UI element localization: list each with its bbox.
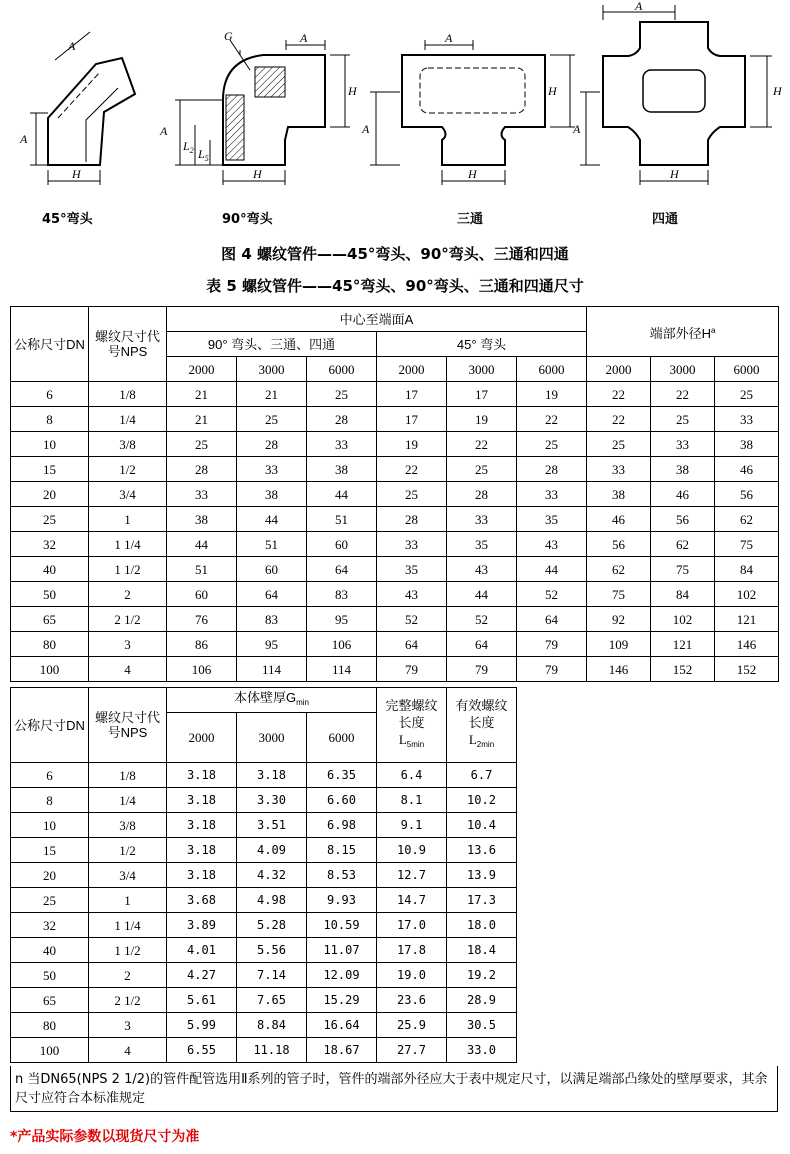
value-cell: 13.6 (447, 838, 517, 863)
value-cell: 4.32 (237, 863, 307, 888)
nps-cell: 1 (89, 888, 167, 913)
value-cell: 10.4 (447, 813, 517, 838)
value-cell: 33 (307, 432, 377, 457)
value-cell: 17 (377, 407, 447, 432)
wall-thickness-rows (11, 763, 517, 1063)
value-cell: 35 (447, 532, 517, 557)
value-cell: 12.09 (307, 963, 377, 988)
header-90-elbow-tee-cross: 90° 弯头、三通、四通 (167, 332, 377, 357)
dn-cell: 32 (11, 913, 89, 938)
table-row (11, 507, 779, 532)
value-cell: 121 (715, 607, 779, 632)
value-cell: 62 (587, 557, 651, 582)
table-caption: 表 5 螺纹管件——45°弯头、90°弯头、三通和四通尺寸 (206, 277, 584, 295)
value-cell: 43 (377, 582, 447, 607)
value-cell: 19 (517, 382, 587, 407)
nps-cell: 2 (89, 963, 167, 988)
value-cell: 23.6 (377, 988, 447, 1013)
nps-cell: 3/8 (89, 813, 167, 838)
value-cell: 18.67 (307, 1038, 377, 1063)
nps-cell: 1 (89, 507, 167, 532)
table-row (11, 407, 779, 432)
value-cell: 10.9 (377, 838, 447, 863)
table-row (11, 582, 779, 607)
value-cell: 46 (587, 507, 651, 532)
value-cell: 79 (517, 632, 587, 657)
value-cell: 28 (447, 482, 517, 507)
elbow-90-drawing (175, 40, 350, 185)
stock-disclaimer: *产品实际参数以现货尺寸为准 (10, 1129, 200, 1145)
value-cell: 46 (715, 457, 779, 482)
dn-cell: 15 (11, 457, 89, 482)
value-cell: 79 (377, 657, 447, 682)
class-cell: 2000 (167, 357, 237, 382)
value-cell: 114 (237, 657, 307, 682)
value-cell: 64 (447, 632, 517, 657)
value-cell: 33 (715, 407, 779, 432)
table-row (11, 657, 779, 682)
value-cell: 33.0 (447, 1038, 517, 1063)
nps-cell: 3/4 (89, 482, 167, 507)
table-row (11, 382, 779, 407)
header-wall-thickness: 本体壁厚$G_{min}$ (167, 688, 377, 713)
value-cell: 114 (307, 657, 377, 682)
value-cell: 7.14 (237, 963, 307, 988)
dn-cell: 32 (11, 532, 89, 557)
nps-cell: 1/2 (89, 838, 167, 863)
value-cell: 3.18 (167, 838, 237, 863)
dn-cell: 80 (11, 632, 89, 657)
value-cell: 44 (237, 507, 307, 532)
dn-cell: 50 (11, 582, 89, 607)
dn-cell: 65 (11, 607, 89, 632)
table-row (11, 913, 517, 938)
value-cell: 6.35 (307, 763, 377, 788)
dim-a-45: A (68, 39, 76, 53)
nps-cell: 3/8 (89, 432, 167, 457)
value-cell: 17.3 (447, 888, 517, 913)
value-cell: 146 (715, 632, 779, 657)
table-row (11, 632, 779, 657)
table-row (11, 963, 517, 988)
value-cell: 56 (715, 482, 779, 507)
value-cell: 51 (307, 507, 377, 532)
value-cell: 11.07 (307, 938, 377, 963)
value-cell: 21 (237, 382, 307, 407)
class-cell: 6000 (307, 357, 377, 382)
table-footnote: n 当DN65(NPS 2 1/2)的管件配管选用Ⅱ系列的管子时，管件的端部外径应大于表中规定尺寸，以满足端部凸缘处的壁厚要求，其余尺寸应符合本标准规定 (10, 1066, 778, 1112)
value-cell: 62 (651, 532, 715, 557)
nps-cell: 2 1/2 (89, 988, 167, 1013)
value-cell: 16.64 (307, 1013, 377, 1038)
value-cell: 44 (447, 582, 517, 607)
table-row (11, 1038, 517, 1063)
value-cell: 33 (651, 432, 715, 457)
value-cell: 75 (715, 532, 779, 557)
dim-a-45-side: A (20, 132, 28, 146)
value-cell: 6.7 (447, 763, 517, 788)
dn-cell: 10 (11, 813, 89, 838)
value-cell: 64 (307, 557, 377, 582)
class-cell: 2000 (377, 357, 447, 382)
table-row (11, 432, 779, 457)
value-cell: 44 (167, 532, 237, 557)
dim-h-cross: H (670, 167, 679, 181)
value-cell: 4.09 (237, 838, 307, 863)
label-elbow-45: 45°弯头 (42, 212, 93, 227)
value-cell: 18.0 (447, 913, 517, 938)
dn-cell: 6 (11, 763, 89, 788)
nps-cell: 1/2 (89, 457, 167, 482)
value-cell: 25 (587, 432, 651, 457)
value-cell: 4.27 (167, 963, 237, 988)
value-cell: 44 (517, 557, 587, 582)
value-cell: 17.0 (377, 913, 447, 938)
value-cell: 12.7 (377, 863, 447, 888)
value-cell: 8.84 (237, 1013, 307, 1038)
nps-cell: 1 1/2 (89, 557, 167, 582)
header-nps: 螺纹尺寸代号NPS (89, 307, 167, 382)
value-cell: 62 (715, 507, 779, 532)
table-row (11, 1013, 517, 1038)
value-cell: 3.18 (237, 763, 307, 788)
dim-h-90: H (253, 167, 262, 181)
header-nps-2: 螺纹尺寸代号NPS (89, 688, 167, 763)
dn-cell: 8 (11, 407, 89, 432)
fittings-drawings (0, 0, 790, 240)
nps-cell: 1 1/4 (89, 532, 167, 557)
nps-cell: 2 (89, 582, 167, 607)
nps-cell: 4 (89, 657, 167, 682)
dim-h-cross-side: H (773, 84, 782, 98)
value-cell: 86 (167, 632, 237, 657)
value-cell: 9.1 (377, 813, 447, 838)
value-cell: 3.30 (237, 788, 307, 813)
value-cell: 83 (237, 607, 307, 632)
value-cell: 28.9 (447, 988, 517, 1013)
table-row (11, 988, 517, 1013)
wall-thickness-table (10, 687, 517, 1063)
value-cell: 3.18 (167, 763, 237, 788)
value-cell: 22 (447, 432, 517, 457)
dim-h-45: H (72, 167, 81, 181)
value-cell: 3.68 (167, 888, 237, 913)
value-cell: 33 (447, 507, 517, 532)
value-cell: 5.28 (237, 913, 307, 938)
value-cell: 10.2 (447, 788, 517, 813)
value-cell: 13.9 (447, 863, 517, 888)
nps-cell: 3/4 (89, 863, 167, 888)
value-cell: 64 (237, 582, 307, 607)
value-cell: 60 (307, 532, 377, 557)
value-cell: 38 (167, 507, 237, 532)
value-cell: 35 (377, 557, 447, 582)
value-cell: 28 (517, 457, 587, 482)
value-cell: 28 (377, 507, 447, 532)
label-tee: 三通 (457, 212, 484, 227)
class-cell: 2000 (167, 713, 237, 763)
dim-a-cross-top: A (635, 0, 643, 13)
value-cell: 4.98 (237, 888, 307, 913)
value-cell: 102 (651, 607, 715, 632)
table-row (11, 763, 517, 788)
value-cell: 64 (517, 607, 587, 632)
nps-cell: 1 1/4 (89, 913, 167, 938)
value-cell: 152 (651, 657, 715, 682)
value-cell: 5.56 (237, 938, 307, 963)
value-cell: 25.9 (377, 1013, 447, 1038)
value-cell: 28 (307, 407, 377, 432)
value-cell: 25 (377, 482, 447, 507)
dn-cell: 100 (11, 657, 89, 682)
nps-cell: 3 (89, 1013, 167, 1038)
value-cell: 52 (447, 607, 517, 632)
value-cell: 8.1 (377, 788, 447, 813)
dn-cell: 100 (11, 1038, 89, 1063)
value-cell: 28 (167, 457, 237, 482)
class-cell: 6000 (307, 713, 377, 763)
value-cell: 3.18 (167, 863, 237, 888)
value-cell: 5.61 (167, 988, 237, 1013)
value-cell: 33 (377, 532, 447, 557)
value-cell: 15.29 (307, 988, 377, 1013)
class-cell: 3000 (651, 357, 715, 382)
center-to-end-table (10, 306, 779, 682)
dn-cell: 80 (11, 1013, 89, 1038)
value-cell: 8.15 (307, 838, 377, 863)
value-cell: 35 (517, 507, 587, 532)
dn-cell: 40 (11, 557, 89, 582)
table-row (11, 557, 779, 582)
value-cell: 25 (517, 432, 587, 457)
value-cell: 33 (587, 457, 651, 482)
dim-a-tee-top: A (445, 31, 453, 45)
dn-cell: 8 (11, 788, 89, 813)
value-cell: 44 (307, 482, 377, 507)
value-cell: 51 (237, 532, 307, 557)
value-cell: 22 (587, 407, 651, 432)
value-cell: 19 (447, 407, 517, 432)
value-cell: 21 (167, 382, 237, 407)
dn-cell: 6 (11, 382, 89, 407)
value-cell: 84 (651, 582, 715, 607)
value-cell: 6.60 (307, 788, 377, 813)
class-cell: 2000 (587, 357, 651, 382)
header-effective-thread-length: 有效螺纹长度 $L_{2min}$ (447, 688, 517, 763)
value-cell: 121 (651, 632, 715, 657)
class-cell: 3000 (447, 357, 517, 382)
dim-a-90-side: A (160, 124, 168, 138)
value-cell: 22 (587, 382, 651, 407)
nps-cell: 1/8 (89, 382, 167, 407)
header-center-to-end: 中心至端面A (167, 307, 587, 332)
dn-cell: 65 (11, 988, 89, 1013)
value-cell: 152 (715, 657, 779, 682)
value-cell: 18.4 (447, 938, 517, 963)
value-cell: 3.89 (167, 913, 237, 938)
value-cell: 3.51 (237, 813, 307, 838)
value-cell: 6.55 (167, 1038, 237, 1063)
value-cell: 25 (715, 382, 779, 407)
value-cell: 10.59 (307, 913, 377, 938)
value-cell: 9.93 (307, 888, 377, 913)
value-cell: 27.7 (377, 1038, 447, 1063)
table-row (11, 788, 517, 813)
value-cell: 8.53 (307, 863, 377, 888)
dim-h-tee-side: H (548, 84, 557, 98)
value-cell: 6.4 (377, 763, 447, 788)
value-cell: 25 (237, 407, 307, 432)
header-outer-diameter: 端部外径$H^a$ (587, 307, 779, 357)
value-cell: 83 (307, 582, 377, 607)
nps-cell: 3 (89, 632, 167, 657)
table-row (11, 888, 517, 913)
dn-cell: 20 (11, 482, 89, 507)
value-cell: 52 (517, 582, 587, 607)
value-cell: 4.01 (167, 938, 237, 963)
class-cell: 3000 (237, 713, 307, 763)
value-cell: 19.2 (447, 963, 517, 988)
value-cell: 79 (447, 657, 517, 682)
header-dn-2: 公称尺寸DN (11, 688, 89, 763)
value-cell: 38 (715, 432, 779, 457)
value-cell: 38 (237, 482, 307, 507)
nps-cell: 1/8 (89, 763, 167, 788)
value-cell: 3.18 (167, 788, 237, 813)
dn-cell: 40 (11, 938, 89, 963)
dn-cell: 20 (11, 863, 89, 888)
value-cell: 52 (377, 607, 447, 632)
value-cell: 28 (237, 432, 307, 457)
class-cell: 6000 (715, 357, 779, 382)
fittings-figure (0, 0, 790, 240)
value-cell: 95 (237, 632, 307, 657)
value-cell: 17 (447, 382, 517, 407)
dim-a-90-top: A (300, 31, 308, 45)
value-cell: 106 (307, 632, 377, 657)
label-cross: 四通 (652, 212, 679, 227)
value-cell: 14.7 (377, 888, 447, 913)
label-elbow-90: 90°弯头 (222, 212, 273, 227)
value-cell: 25 (167, 432, 237, 457)
nps-cell: 2 1/2 (89, 607, 167, 632)
header-45-elbow: 45° 弯头 (377, 332, 587, 357)
value-cell: 33 (237, 457, 307, 482)
value-cell: 17.8 (377, 938, 447, 963)
value-cell: 76 (167, 607, 237, 632)
center-to-end-rows (11, 382, 779, 682)
class-cell: 3000 (237, 357, 307, 382)
value-cell: 7.65 (237, 988, 307, 1013)
header-full-thread-length: 完整螺纹长度 $L_{5min}$ (377, 688, 447, 763)
table-row (11, 863, 517, 888)
value-cell: 6.98 (307, 813, 377, 838)
dim-h-90-side: H (348, 84, 357, 98)
nps-cell: 1 1/2 (89, 938, 167, 963)
value-cell: 56 (587, 532, 651, 557)
table-row (11, 938, 517, 963)
table-row (11, 457, 779, 482)
value-cell: 22 (377, 457, 447, 482)
value-cell: 11.18 (237, 1038, 307, 1063)
dim-g-90: G (224, 29, 233, 43)
value-cell: 56 (651, 507, 715, 532)
value-cell: 19.0 (377, 963, 447, 988)
value-cell: 33 (167, 482, 237, 507)
table-row (11, 607, 779, 632)
value-cell: 46 (651, 482, 715, 507)
value-cell: 43 (517, 532, 587, 557)
value-cell: 75 (651, 557, 715, 582)
nps-cell: 1/4 (89, 407, 167, 432)
table-row (11, 838, 517, 863)
value-cell: 38 (587, 482, 651, 507)
value-cell: 75 (587, 582, 651, 607)
value-cell: 95 (307, 607, 377, 632)
value-cell: 38 (307, 457, 377, 482)
value-cell: 30.5 (447, 1013, 517, 1038)
table-row (11, 813, 517, 838)
value-cell: 21 (167, 407, 237, 432)
value-cell: 51 (167, 557, 237, 582)
value-cell: 17 (377, 382, 447, 407)
value-cell: 106 (167, 657, 237, 682)
value-cell: 19 (377, 432, 447, 457)
dim-a-cross-side: A (573, 122, 581, 136)
dim-a-tee-side: A (362, 122, 370, 136)
dim-l5-90: $L_5$ (198, 147, 209, 163)
value-cell: 146 (587, 657, 651, 682)
table-row (11, 532, 779, 557)
dim-l2-90: $L_2$ (183, 139, 194, 155)
header-dn: 公称尺寸DN (11, 307, 89, 382)
value-cell: 25 (447, 457, 517, 482)
dn-cell: 10 (11, 432, 89, 457)
nps-cell: 1/4 (89, 788, 167, 813)
dim-h-tee: H (468, 167, 477, 181)
dn-cell: 50 (11, 963, 89, 988)
dn-cell: 25 (11, 888, 89, 913)
value-cell: 22 (517, 407, 587, 432)
value-cell: 25 (307, 382, 377, 407)
value-cell: 22 (651, 382, 715, 407)
dn-cell: 15 (11, 838, 89, 863)
value-cell: 92 (587, 607, 651, 632)
value-cell: 102 (715, 582, 779, 607)
value-cell: 60 (237, 557, 307, 582)
tee-drawing (370, 40, 575, 185)
value-cell: 25 (651, 407, 715, 432)
value-cell: 38 (651, 457, 715, 482)
nps-cell: 4 (89, 1038, 167, 1063)
value-cell: 84 (715, 557, 779, 582)
elbow-45-drawing (30, 32, 135, 185)
cross-drawing (580, 5, 772, 185)
value-cell: 79 (517, 657, 587, 682)
value-cell: 5.99 (167, 1013, 237, 1038)
dn-cell: 25 (11, 507, 89, 532)
value-cell: 3.18 (167, 813, 237, 838)
value-cell: 33 (517, 482, 587, 507)
value-cell: 109 (587, 632, 651, 657)
class-cell: 6000 (517, 357, 587, 382)
table-row (11, 482, 779, 507)
value-cell: 43 (447, 557, 517, 582)
figure-caption: 图 4 螺纹管件——45°弯头、90°弯头、三通和四通 (221, 245, 569, 263)
value-cell: 64 (377, 632, 447, 657)
value-cell: 60 (167, 582, 237, 607)
